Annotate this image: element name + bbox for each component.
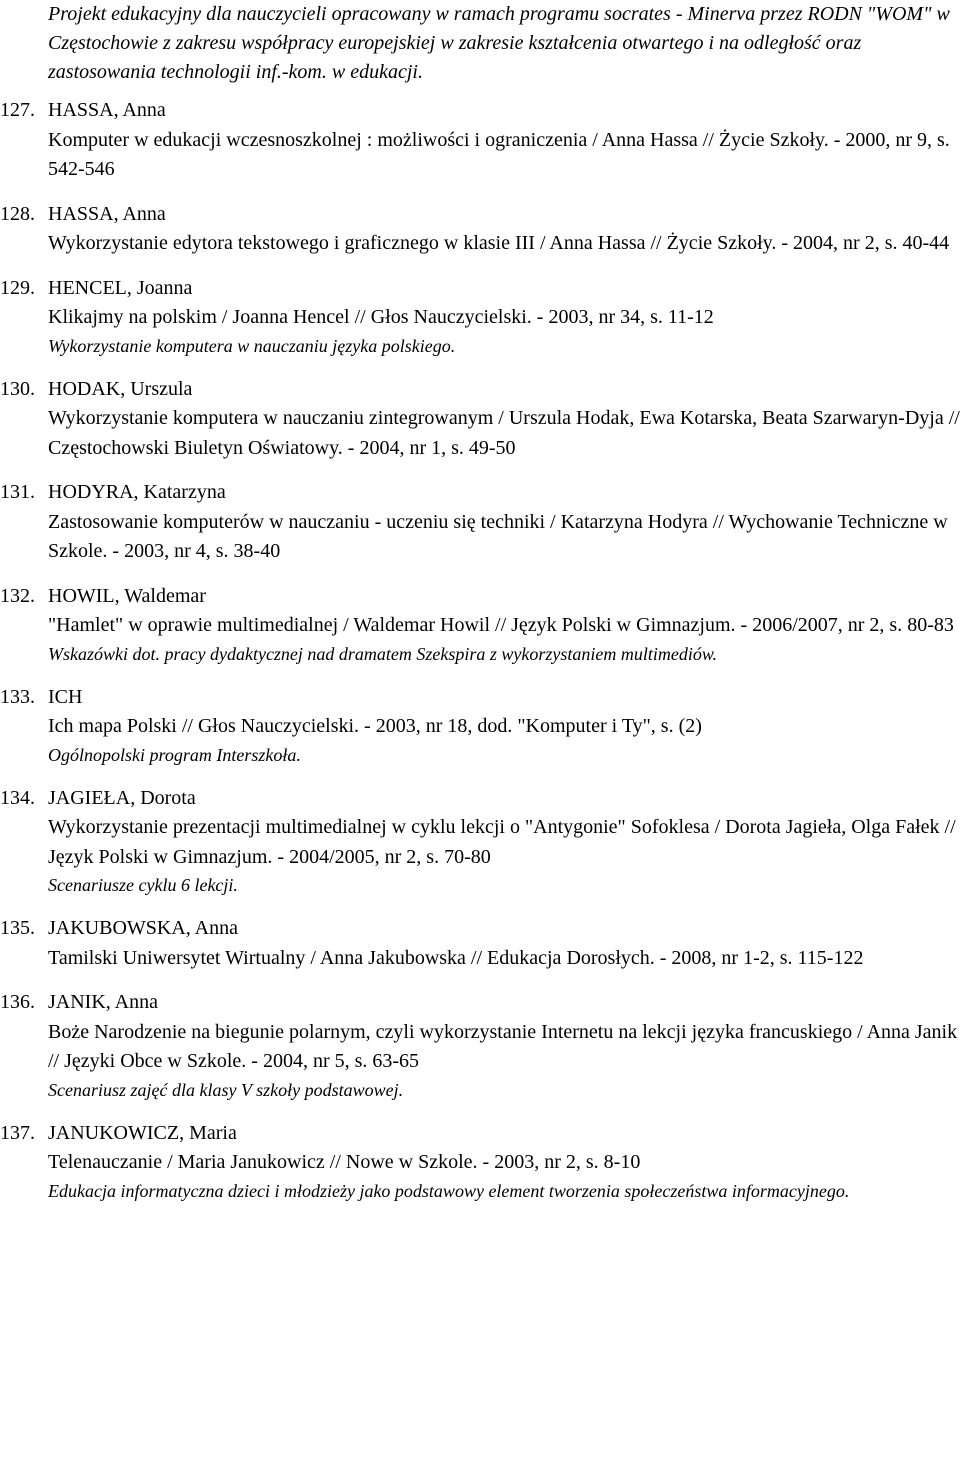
- bibliography-entry: [0, 200, 960, 259]
- entry-note: Wskazówki dot. pracy dydaktycznej nad dramatem Szekspira z wykorzystaniem multimediów.: [48, 643, 718, 664]
- bibliography-entry: [0, 582, 960, 668]
- entry-author: JAKUBOWSKA, Anna: [48, 917, 238, 939]
- entry-note: Wykorzystanie komputera w nauczaniu języka polskiego.: [48, 335, 456, 356]
- bibliography-entry: [0, 375, 960, 464]
- entry-number: 129.: [0, 276, 35, 299]
- bibliography-entry: [0, 1119, 960, 1205]
- entry-number: 134.: [0, 786, 35, 809]
- entry-number: 132.: [0, 584, 35, 607]
- entry-description: Zastosowanie komputerów w nauczaniu - uczeniu się techniki / Katarzyna Hodyra // Wychowanie Techniczne w Szkole. - 2003, nr 4, s. 38-40: [48, 510, 948, 562]
- entry-author: HASSA, Anna: [48, 99, 166, 121]
- entry-number: 131.: [0, 481, 35, 503]
- entry-description: Wykorzystanie komputera w nauczaniu zintegrowanym / Urszula Hodak, Ewa Kotarska, Beata Szarwaryn-Dyja // Częstochowski Biuletyn Oświatowy. - 2004, nr 1, s. 49-50: [48, 407, 960, 459]
- entry-number: 133.: [0, 685, 35, 708]
- entry-author: JANIK, Anna: [48, 991, 158, 1013]
- entry-description: Wykorzystanie edytora tekstowego i graficznego w klasie III / Anna Hassa // Życie Szkoły. - 2004, nr 2, s. 40-44: [48, 232, 950, 254]
- entry-author: JAGIEŁA, Dorota: [48, 786, 196, 809]
- entry-author: HOWIL, Waldemar: [48, 584, 206, 607]
- bibliography-entry: [0, 96, 960, 185]
- bibliography-entry: [0, 274, 960, 360]
- entry-note: Edukacja informatyczna dzieci i młodzieży jako podstawowy element tworzenia społeczeństwa informacyjnego.: [48, 1180, 850, 1201]
- intro-paragraph: Projekt edukacyjny dla nauczycieli opracowany w ramach programu socrates - Minerva przez RODN "WOM" w Częstochowie z zakresu współpracy europejskiej w zakresie kształcenia otwartego i na odległość oraz zastosowania technologii inf.-kom. w edukacji.: [48, 3, 950, 83]
- entry-author: HENCEL, Joanna: [48, 276, 193, 299]
- entry-number: 137.: [0, 1121, 35, 1144]
- entry-description: Telenauczanie / Maria Janukowicz // Nowe w Szkole. - 2003, nr 2, s. 8-10: [48, 1151, 641, 1173]
- entry-note: Scenariusz zajęć dla klasy V szkoły podstawowej.: [48, 1079, 404, 1100]
- entry-note: Scenariusze cyklu 6 lekcji.: [48, 875, 238, 895]
- entry-description: Komputer w edukacji wczesnoszkolnej : możliwości i ograniczenia / Anna Hassa // Życie Szkoły. - 2000, nr 9, s. 542-546: [48, 128, 950, 180]
- entry-description: Klikajmy na polskim / Joanna Hencel // Głos Nauczycielski. - 2003, nr 34, s. 11-12: [48, 306, 714, 328]
- entry-author: HASSA, Anna: [48, 202, 166, 225]
- entry-number: 135.: [0, 917, 35, 939]
- bibliography-entry: [0, 478, 960, 567]
- entry-number: 127.: [0, 99, 35, 121]
- entry-note: Ogólnopolski program Interszkoła.: [48, 744, 301, 765]
- entry-number: 128.: [0, 202, 35, 225]
- entry-author: JANUKOWICZ, Maria: [48, 1121, 237, 1144]
- entry-author: HODYRA, Katarzyna: [48, 481, 226, 503]
- entry-description: Wykorzystanie prezentacji multimedialnej w cyklu lekcji o "Antygonie" Sofoklesa / Dorota Jagieła, Olga Fałek // Język Polski w Gimnazjum. - 2004/2005, nr 2, s. 70-80: [48, 816, 956, 868]
- entry-author: HODAK, Urszula: [48, 377, 193, 400]
- bibliography-entry: [0, 988, 960, 1104]
- bibliography-entry: [0, 683, 960, 769]
- bibliography-entry: [0, 914, 960, 973]
- entry-description: Boże Narodzenie na biegunie polarnym, czyli wykorzystanie Internetu na lekcji języka francuskiego / Anna Janik // Języki Obce w Szkole. - 2004, nr 5, s. 63-65: [48, 1020, 958, 1072]
- entry-author: ICH: [48, 685, 83, 708]
- entry-number: 136.: [0, 991, 35, 1013]
- entry-description: "Hamlet" w oprawie multimedialnej / Waldemar Howil // Język Polski w Gimnazjum. - 2006/2007, nr 2, s. 80-83: [48, 614, 954, 636]
- entry-number: 130.: [0, 377, 35, 400]
- entry-description: Ich mapa Polski // Głos Nauczycielski. - 2003, nr 18, dod. "Komputer i Ty", s. (2): [48, 715, 702, 737]
- bibliography-entry: [0, 784, 960, 900]
- entry-description: Tamilski Uniwersytet Wirtualny / Anna Jakubowska // Edukacja Dorosłych. - 2008, nr 1-2, s. 115-122: [48, 946, 864, 969]
